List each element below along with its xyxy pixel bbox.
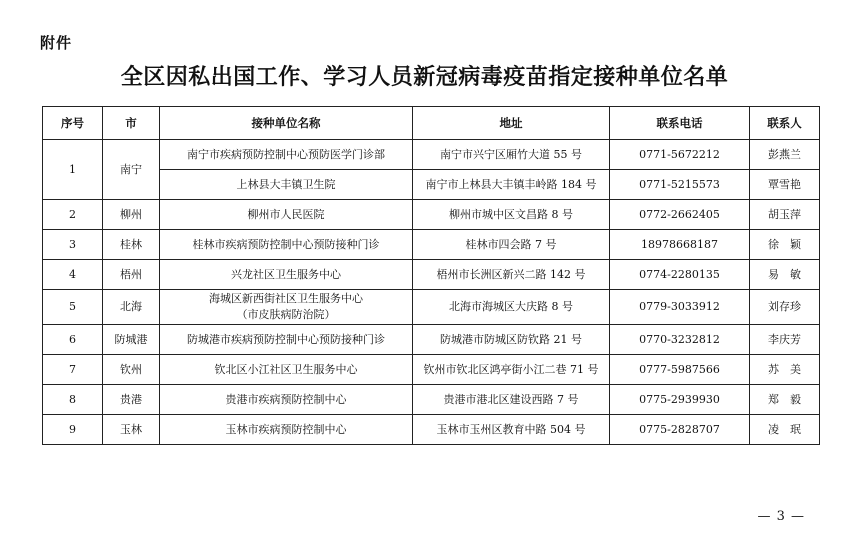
cell-phone: 0775-2939930 [610, 385, 750, 415]
cell-address: 钦州市钦北区鸿亭街小江二巷 71 号 [413, 355, 610, 385]
table-row [43, 170, 820, 200]
cell-seq: 6 [43, 325, 103, 355]
cell-site-name: 桂林市疾病预防控制中心预防接种门诊 [160, 230, 413, 260]
table-row [43, 325, 820, 355]
table-row [43, 355, 820, 385]
cell-seq: 7 [43, 355, 103, 385]
header-site-name: 接种单位名称 [160, 107, 413, 140]
cell-phone: 0770-3232812 [610, 325, 750, 355]
header-address: 地址 [413, 107, 610, 140]
header-contact: 联系人 [750, 107, 820, 140]
cell-seq: 5 [43, 290, 103, 325]
cell-city: 柳州 [103, 200, 160, 230]
cell-address: 柳州市城中区文昌路 8 号 [413, 200, 610, 230]
table-header-row [43, 107, 820, 140]
cell-city: 玉林 [103, 415, 160, 445]
cell-seq: 9 [43, 415, 103, 445]
cell-contact: 胡玉萍 [750, 200, 820, 230]
cell-seq: 1 [43, 140, 103, 200]
cell-address: 梧州市长洲区新兴二路 142 号 [413, 260, 610, 290]
site-name-line-1: 海城区新西街社区卫生服务中心 [209, 292, 363, 305]
cell-phone: 0772-2662405 [610, 200, 750, 230]
cell-site-name: 防城港市疾病预防控制中心预防接种门诊 [160, 325, 413, 355]
table-row [43, 385, 820, 415]
cell-site-name: 贵港市疾病预防控制中心 [160, 385, 413, 415]
site-name-line-2: （市皮肤病防治院） [236, 308, 336, 321]
cell-seq: 3 [43, 230, 103, 260]
cell-address: 贵港市港北区建设西路 7 号 [413, 385, 610, 415]
document-title: 全区因私出国工作、学习人员新冠病毒疫苗指定接种单位名单 [120, 65, 729, 90]
cell-city: 防城港 [103, 325, 160, 355]
cell-site-name: 柳州市人民医院 [160, 200, 413, 230]
cell-address: 南宁市上林县大丰镇丰岭路 184 号 [413, 170, 610, 200]
cell-contact: 李庆芳 [750, 325, 820, 355]
cell-phone: 0771-5672212 [610, 140, 750, 170]
cell-phone: 18978668187 [610, 230, 750, 260]
cell-contact: 覃雪艳 [750, 170, 820, 200]
cell-site-name: 兴龙社区卫生服务中心 [160, 260, 413, 290]
cell-site-name [160, 290, 413, 325]
cell-contact: 郑 毅 [750, 385, 820, 415]
cell-site-name: 南宁市疾病预防控制中心预防医学门诊部 [160, 140, 413, 170]
cell-phone: 0775-2828707 [610, 415, 750, 445]
cell-city: 北海 [103, 290, 160, 325]
cell-contact: 徐 颖 [750, 230, 820, 260]
cell-phone: 0777-5987566 [610, 355, 750, 385]
cell-site-name: 上林县大丰镇卫生院 [160, 170, 413, 200]
cell-city: 贵港 [103, 385, 160, 415]
cell-contact: 苏 美 [750, 355, 820, 385]
cell-city: 梧州 [103, 260, 160, 290]
cell-phone: 0771-5215573 [610, 170, 750, 200]
cell-phone: 0774-2280135 [610, 260, 750, 290]
table-row [43, 230, 820, 260]
cell-city: 桂林 [103, 230, 160, 260]
cell-phone: 0779-3033912 [610, 290, 750, 325]
cell-contact: 凌 珉 [750, 415, 820, 445]
cell-seq: 4 [43, 260, 103, 290]
cell-address: 南宁市兴宁区厢竹大道 55 号 [413, 140, 610, 170]
table-row [43, 290, 820, 325]
table-row [43, 140, 820, 170]
cell-address: 桂林市四会路 7 号 [413, 230, 610, 260]
cell-contact: 彭燕兰 [750, 140, 820, 170]
cell-address: 防城港市防城区防钦路 21 号 [413, 325, 610, 355]
cell-site-name: 玉林市疾病预防控制中心 [160, 415, 413, 445]
cell-seq: 2 [43, 200, 103, 230]
header-phone: 联系电话 [610, 107, 750, 140]
cell-site-name: 钦北区小江社区卫生服务中心 [160, 355, 413, 385]
table-row [43, 415, 820, 445]
header-seq: 序号 [43, 107, 103, 140]
cell-contact: 刘存珍 [750, 290, 820, 325]
header-city: 市 [103, 107, 160, 140]
cell-seq: 8 [43, 385, 103, 415]
table-row [43, 200, 820, 230]
cell-address: 北海市海城区大庆路 8 号 [413, 290, 610, 325]
cell-city: 钦州 [103, 355, 160, 385]
cell-address: 玉林市玉州区教育中路 504 号 [413, 415, 610, 445]
cell-contact: 易 敏 [750, 260, 820, 290]
cell-city: 南宁 [103, 140, 160, 200]
vaccination-sites-table [42, 106, 820, 445]
page-number: — 3 — [757, 509, 805, 524]
attachment-label: 附件 [40, 34, 73, 52]
table-row [43, 260, 820, 290]
